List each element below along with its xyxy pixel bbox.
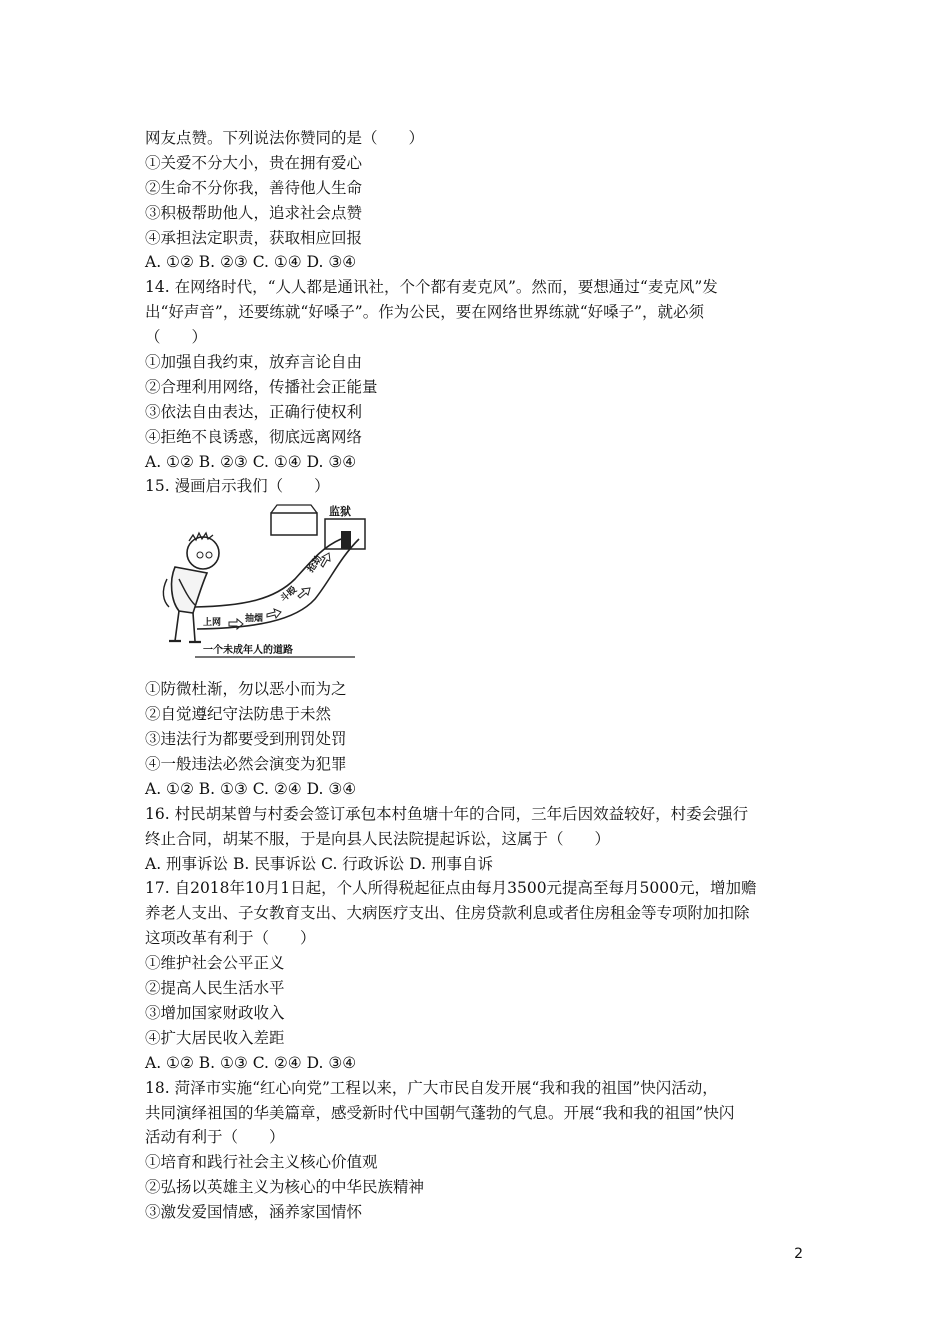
question-16-stem-line: 16. 村民胡某曾与村委会签订承包本村鱼塘十年的合同，三年后因效益较好，村委会强行 xyxy=(145,804,749,823)
answer-choices: A. ①② B. ①③ C. ②④ D. ③④ xyxy=(145,1053,357,1072)
road-step-label: 斗殴 xyxy=(278,585,300,605)
question-14-stem-line: 出“好声音”，还要练就“好嗓子”。作为公民，要在网络世界练就“好嗓子”，就必须 xyxy=(145,303,705,322)
option-3: ③增加国家财政收入 xyxy=(145,1003,285,1022)
cartoon-illustration xyxy=(145,501,375,671)
road-step-label: 抽烟 xyxy=(245,614,264,625)
question-14-stem-line: 14. 在网络时代，“人人都是通讯社，个个都有麦克风”。然而，要想通过“麦克风”发 xyxy=(145,278,718,297)
option-4: ④扩大居民收入差距 xyxy=(145,1028,285,1047)
option-3: ③违法行为都要受到刑罚处罚 xyxy=(145,730,347,749)
option-4: ④拒绝不良诱惑，彻底远离网络 xyxy=(145,427,363,446)
option-2: ②弘扬以英雄主义为核心的中华民族精神 xyxy=(145,1178,425,1197)
option-3: ③激发爱国情感，涵养家国情怀 xyxy=(145,1203,363,1222)
question-14-stem-line: （ ） xyxy=(145,328,208,347)
option-3: ③积极帮助他人，追求社会点赞 xyxy=(145,203,363,222)
option-3: ③依法自由表达，正确行使权利 xyxy=(145,402,363,421)
page-number: 2 xyxy=(794,1246,803,1262)
road-step-label: 抢劫 xyxy=(305,554,325,575)
question-17-stem-line: 养老人支出、子女教育支出、大病医疗支出、住房贷款利息或者住房租金等专项附加扣除 xyxy=(145,904,750,923)
option-2: ②合理利用网络，传播社会正能量 xyxy=(145,377,378,396)
document-body xyxy=(145,126,810,1225)
option-4: ④一般违法必然会演变为犯罪 xyxy=(145,755,347,774)
question-18-stem-line: 活动有利于（ ） xyxy=(145,1128,285,1147)
question-18-stem-line: 共同演绎祖国的华美篇章，感受新时代中国朝气蓬勃的气息。开展“我和我的祖国”快闪 xyxy=(145,1103,735,1122)
cartoon-caption: 一个未成年人的道路 xyxy=(203,645,293,657)
option-1: ①加强自我约束，放弃言论自由 xyxy=(145,353,363,372)
question-stem: 网友点赞。下列说法你赞同的是（ ） xyxy=(145,129,425,147)
question-17-stem-line: 这项改革有利于（ ） xyxy=(145,929,316,948)
option-1: ①防微杜渐，勿以恶小而为之 xyxy=(145,680,347,699)
answer-choices: A. ①② B. ②③ C. ①④ D. ③④ xyxy=(145,452,357,471)
option-2: ②提高人民生活水平 xyxy=(145,979,285,998)
option-1: ①关爱不分大小，贵在拥有爱心 xyxy=(145,153,363,172)
question-16-stem-line: 终止合同，胡某不服，于是向县人民法院提起诉讼，这属于（ ） xyxy=(145,829,611,848)
question-17-stem-line: 17. 自2018年10月1日起，个人所得税起征点由每月3500元提高至每月5000元，增加赡 xyxy=(145,879,757,898)
prison-label: 监狱 xyxy=(329,505,351,519)
option-1: ①培育和践行社会主义核心价值观 xyxy=(145,1153,378,1172)
option-4: ④承担法定职责，获取相应回报 xyxy=(145,228,363,247)
answer-choices: A. 刑事诉讼 B. 民事诉讼 C. 行政诉讼 D. 刑事自诉 xyxy=(145,854,493,873)
question-15-stem: 15. 漫画启示我们（ ） xyxy=(145,477,330,496)
question-18-stem-line: 18. 菏泽市实施“红心向党”工程以来，广大市民自发开展“我和我的祖国”快闪活动， xyxy=(145,1078,718,1097)
answer-choices: A. ①② B. ①③ C. ②④ D. ③④ xyxy=(145,779,357,798)
option-2: ②自觉遵纪守法防患于未然 xyxy=(145,705,332,724)
road-step-label: 上网 xyxy=(203,618,222,629)
answer-choices: A. ①② B. ②③ C. ①④ D. ③④ xyxy=(145,253,357,272)
option-1: ①维护社会公平正义 xyxy=(145,954,285,973)
option-2: ②生命不分你我，善待他人生命 xyxy=(145,178,363,197)
